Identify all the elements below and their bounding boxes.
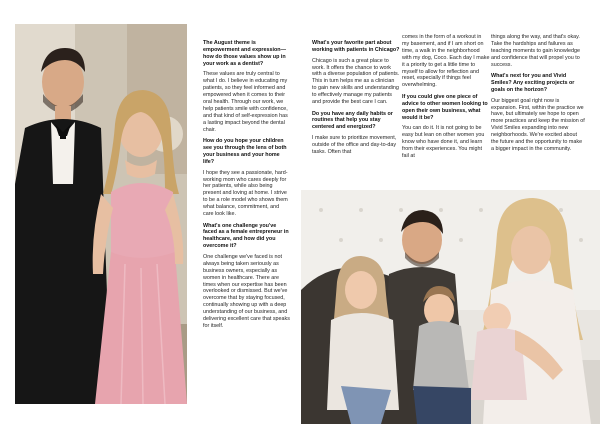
- couple-photo: [15, 24, 187, 404]
- question-2: How do you hope your children see you through the lens of both your business and your home life?: [203, 138, 287, 165]
- question-5: Do you have any daily habits or routines that help you stay centered and energized?: [312, 110, 393, 131]
- answer-5-start: I make sure to prioritize movement, outside of the office and day-to-day tasks. Often that: [312, 135, 397, 155]
- question-1: The August theme is empowerment and expression—how do those values show up in your work as a dentist?: [203, 40, 286, 67]
- answer-6-continued: things along the way, and that's okay. Take the hardships and failures as teaching moments to gain knowledge and confidence that will propel you to success.: [491, 34, 581, 68]
- answer-1: These values are truly central to what I do. I believe in educating my patients, so they feel informed and empowered when it comes to their oral health. Through our work, we help patients smile with confidence, and that kind of self-expression has a lasting impact beyond the dental chair.: [203, 71, 288, 133]
- couple-illustration: [15, 24, 187, 404]
- question-3: What's one challenge you've faced as a female entrepreneur in healthcare, and how did you overcome it?: [203, 222, 289, 250]
- answer-6-start: You can do it. It is not going to be easy but lean on other women you know who have done it, and learn from their experiences. You might fail at: [402, 125, 485, 159]
- answer-7: Our biggest goal right now is expansion. First, within the practice we have, but ultimately we hope to open more practices and keep the mission of Vivid Smiles expanding into new neighborhoods. We're excited about the future and the opportunity to make a bigger impact in the community.: [491, 97, 585, 152]
- question-4: What's your favorite part about working with patients in Chicago?: [312, 40, 400, 53]
- answer-2: I hope they see a passionate, hard-working mom who cares deeply for her patients, while also being present and loving at home. I strive to be a role model who shows them what balance, commitment, and care look like.: [203, 169, 288, 218]
- answer-5-continued: comes in the form of a workout in my basement, and if I am short on time, a walk in the neighborhood with my dog, Coco. Each day I make it a priority to get a little time to myself to allow for reflection and reset, especially if things feel overwhelming.: [402, 34, 490, 89]
- question-6: If you could give one piece of advice to other women looking to open their own business, what would it be?: [402, 93, 488, 121]
- question-7: What's next for you and Vivid Smiles? Any exciting projects or goals on the horizon?: [491, 73, 575, 93]
- article-column-4: [491, 34, 585, 157]
- family-illustration: [301, 190, 600, 424]
- answer-3: One challenge we've faced is not always being taken seriously as business owners, especially as women in healthcare. There are times when our expertise has been overlooked or dismissed. But we've overcome that by staying focused, continually showing up with a deep understanding of our business, and delivering excellent care that speaks for itself.: [203, 253, 290, 330]
- family-photo: [301, 190, 600, 424]
- article-column-3: [402, 34, 490, 164]
- article-column-1: [203, 40, 291, 335]
- article-column-2: [312, 40, 400, 160]
- answer-4: Chicago is such a great place to work. It offers the chance to work with a diverse population of patients. This in turn helps me as a clinician to gain new skills and understanding to effectively manage my patients and provide the best care I can.: [312, 57, 400, 106]
